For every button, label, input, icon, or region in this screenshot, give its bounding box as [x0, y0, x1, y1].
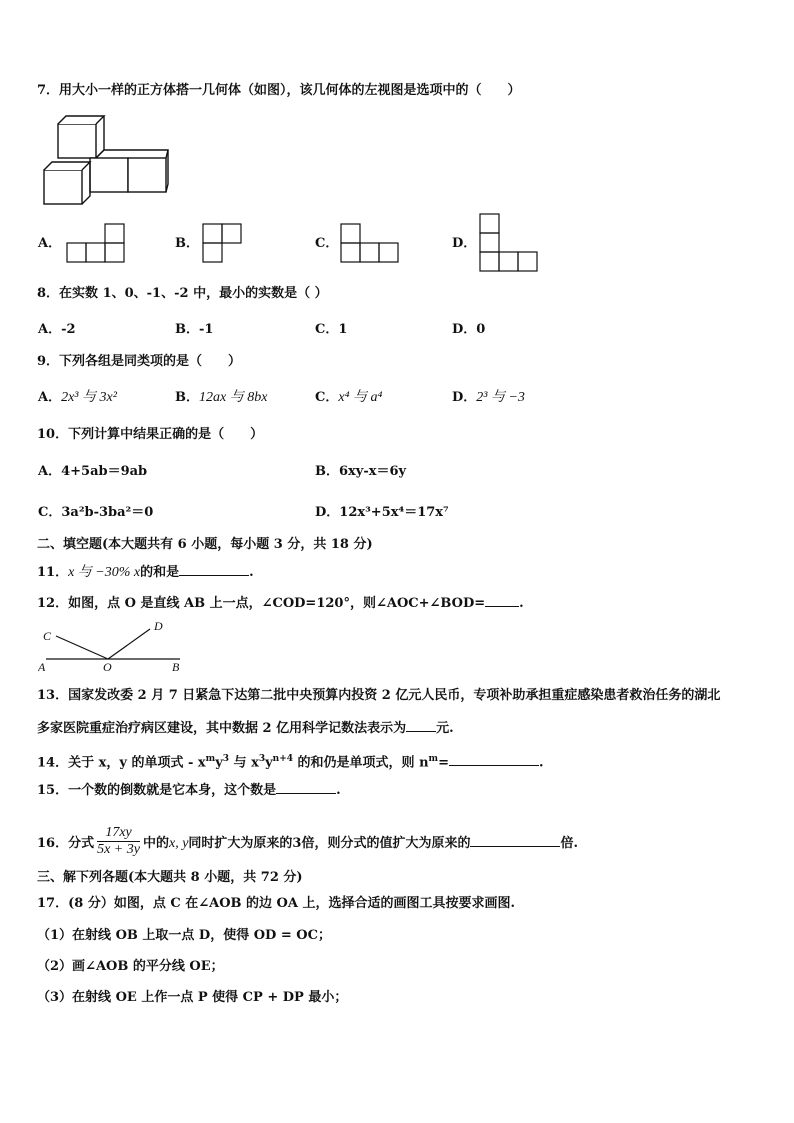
q8-option-a: A．-2: [38, 322, 76, 337]
q10-option-c: C．3a²b-3ba²＝0: [38, 505, 154, 520]
q8-option-c: C．1: [315, 322, 348, 337]
q10-option-a: A．4+5ab＝9ab: [38, 464, 148, 479]
q7-solid-figure: [38, 112, 173, 208]
q13-line-1: 13．国家发改委 2 月 7 日紧急下达第二批中央预算内投资 2 亿元人民币，专项补助承担重症感染患者救治任务的湖北: [37, 688, 721, 703]
q12-label-b: B: [172, 660, 180, 674]
q15-answer-blank: [276, 781, 336, 794]
q12-answer-blank: [485, 594, 519, 607]
q12-label-o: O: [103, 660, 112, 674]
q15: 15．一个数的倒数就是它本身，这个数是 .: [37, 783, 341, 798]
section-2-heading: 二、填空题(本大题共有 6 小题，每小题 3 分，共 18 分): [37, 537, 373, 552]
q9-option-c: C．x⁴ 与 a⁴: [315, 390, 383, 405]
q7-option-c-figure: [340, 222, 402, 264]
q7-option-a-label: A．: [38, 236, 62, 251]
q12-label-c: C: [43, 629, 52, 643]
section-3-heading: 三、解下列各题(本大题共 8 小题，共 72 分): [37, 870, 303, 885]
q7-option-d-figure: [479, 212, 541, 274]
q7-option-c-label: C．: [315, 236, 339, 251]
q7-stem: 7．用大小一样的正方体搭一几何体（如图），该几何体的左视图是选项中的（ ）: [37, 83, 521, 98]
q7-option-b-figure: [202, 222, 246, 264]
q17-stem: 17．(8 分）如图，点 C 在∠AOB 的边 OA 上，选择合适的画图工具按要求画图.: [37, 896, 516, 911]
q11: 11．x 与 −30% x的和是 .: [37, 565, 254, 580]
q12: 12．如图，点 O 是直线 AB 上一点，∠COD=120°，则∠AOC+∠BOD= .: [37, 596, 524, 611]
q8-option-d: D．0: [452, 322, 486, 337]
q7-option-a-figure: [66, 222, 128, 264]
q9-option-a: A．2x³ 与 3x²: [38, 390, 117, 405]
q14: 14．关于 x，y 的单项式 - $x^my^3$ 与 $x^3y^{n+4}$ 的和仍是单项式，则 $n^m=$ .: [37, 754, 544, 771]
q12-label-a: A: [38, 660, 46, 674]
q17-sub-1: （1）在射线 OB 上取一点 D，使得 OD = OC；: [37, 928, 331, 943]
q17-sub-2: （2）画∠AOB 的平分线 OE；: [37, 959, 224, 974]
q13-answer-blank: [406, 719, 436, 732]
q16-answer-blank: [470, 834, 560, 847]
q12-angle-figure: [38, 616, 188, 674]
q7-option-b-label: B．: [175, 236, 199, 251]
q12-label-d: D: [154, 619, 163, 633]
q13-line-2: 多家医院重症治疗病区建设，其中数据 2 亿用科学记数法表示为 元.: [37, 721, 454, 736]
q7-option-d-label: D．: [452, 236, 477, 251]
q17-sub-3: （3）在射线 OE 上作一点 P 使得 CP + DP 最小；: [37, 990, 348, 1005]
q16: 16．分式 $\frac{17xy}{5x + 3y}$ 中的x, y同时扩大为原来的3倍，则分式的值扩大为原来的 倍.: [37, 825, 578, 857]
q8-option-b: B．-1: [175, 322, 214, 337]
q11-answer-blank: [179, 563, 249, 576]
q16-fraction: $\frac{17xy}{5x + 3y}$: [97, 825, 140, 857]
q9-stem: 9．下列各组是同类项的是（ ）: [37, 354, 242, 369]
q9-option-b: B．12ax 与 8bx: [175, 390, 268, 405]
q10-stem: 10．下列计算中结果正确的是（ ）: [37, 427, 264, 442]
q10-option-b: B．6xy-x＝6y: [315, 464, 407, 479]
q14-answer-blank: [449, 753, 539, 766]
q8-stem: 8．在实数 1、0、-1、-2 中，最小的实数是（ ）: [37, 286, 328, 301]
q10-option-d: D．12x³+5x⁴＝17x⁷: [315, 505, 449, 520]
q9-option-d: D．2³ 与 −3: [452, 390, 525, 405]
